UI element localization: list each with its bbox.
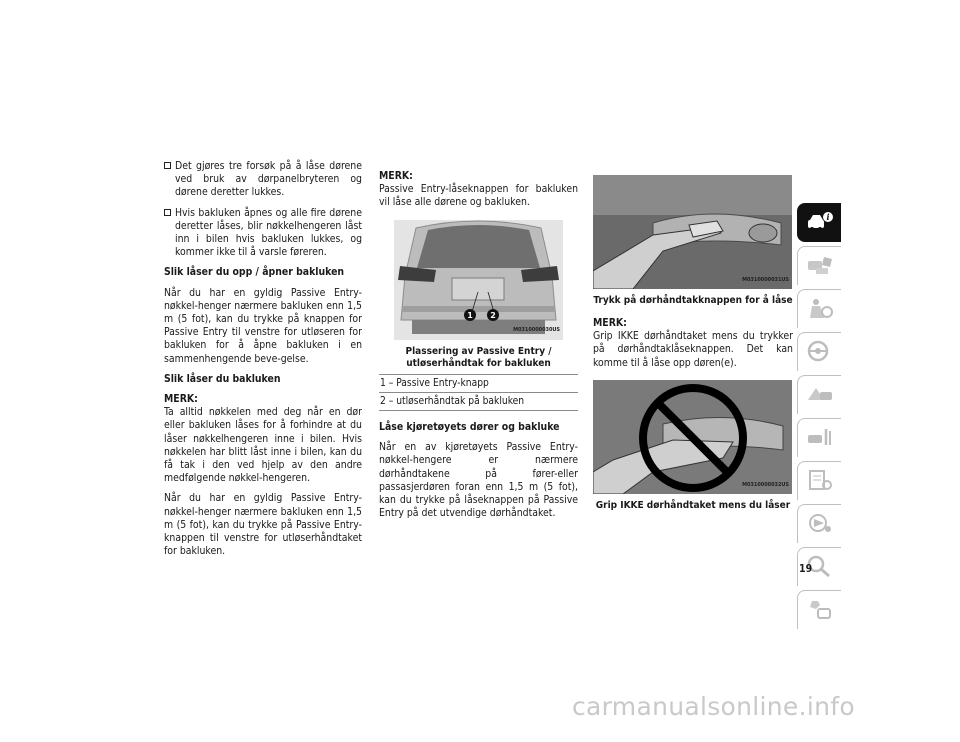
note-text: Grip IKKE dørhåndtaket mens du trykker på dørhåndtaklåseknappen. Det kan komme til å låse opp døren(e). xyxy=(593,330,793,369)
service-icon xyxy=(806,425,834,449)
vehicle-info-icon xyxy=(806,210,834,234)
multimedia-icon xyxy=(806,511,834,535)
checkbox-bullet-icon xyxy=(164,162,171,169)
liftgate-figure xyxy=(394,220,563,340)
note-text: Passive Entry-låseknappen for bakluken vil låse alle dørene og bakluken. xyxy=(379,183,578,209)
bullet-item: Hvis bakluken åpnes og alle fire dørene deretter låses, blir nøkkelhengeren låst inn i bilen hvis bakluken lukkes, og kommer ikke til å varsle føreren. xyxy=(164,207,362,260)
note-label: MERK: xyxy=(593,317,627,329)
languages-icon xyxy=(806,597,834,621)
svg-text:1: 1 xyxy=(467,310,473,320)
page-number: 19 xyxy=(799,563,813,575)
note-label: MERK: xyxy=(379,170,413,182)
note xyxy=(593,317,793,370)
paragraph: Når du har en gyldig Passive Entry-nøkkel-henger nærmere bakluken enn 1,5 m (5 fot), kan du trykke på Passive Entry-knappen til venstre for utløserhåndtaket for bakluken. xyxy=(164,492,362,558)
column-right xyxy=(593,175,793,516)
specifications-icon xyxy=(806,468,834,492)
tab-emergency[interactable] xyxy=(797,375,841,414)
paragraph: Når du har en gyldig Passive Entry-nøkkel-henger nærmere bakluken enn 1,5 m (5 fot), kan du trykke på knappen for Passive Entry til venstre for utløseren for bakluken for å åpne bakluken i en sammenhengende beve-gelse. xyxy=(164,286,362,365)
liftgate-illustration xyxy=(394,220,563,340)
tab-warning-lights[interactable] xyxy=(797,246,841,285)
paragraph: Når en av kjøretøyets Passive Entry-nøkkel-hengere er nærmere dørhåndtakene på fører-eller passasjerdøren foran enn 1,5 m (5 fot), kan du trykke på låseknappen på Passive Entry på det utvendige dørhåndtaket. xyxy=(379,441,578,520)
legend-item: 2 – utløserhåndtak på bakluken xyxy=(379,392,578,410)
figure-id: M0310000030US xyxy=(513,327,560,334)
figure-caption: Grip IKKE dørhåndtaket mens du låser xyxy=(595,499,791,511)
tab-specifications[interactable] xyxy=(797,461,841,500)
steering-wheel-icon xyxy=(806,339,834,363)
warning-lights-icon xyxy=(806,253,834,277)
bullet-item: Det gjøres tre forsøk på å låse dørene ved bruk av dørpanelbryteren og dørene deretter lukkes. xyxy=(164,160,362,200)
figure-caption: Trykk på dørhåndtakknappen for å låse xyxy=(593,295,793,306)
legend-item: 1 – Passive Entry-knapp xyxy=(379,374,578,392)
prohibited-grip-figure xyxy=(593,380,792,494)
emergency-icon xyxy=(806,382,834,406)
note-text: Ta alltid nøkkelen med deg når en dør eller bakluken låses for å forhindre at du låser nøkkelhengeren inne i bilen. Hvis nøkkelen har blitt låst inne i bilen, kan du få tak i den ved hjelp av den andre medfølgende nøkkel-hengeren. xyxy=(164,406,362,485)
door-handle-figure xyxy=(593,175,792,289)
section-heading: Slik låser du opp / åpner bakluken xyxy=(164,266,345,279)
tab-languages[interactable] xyxy=(797,590,841,629)
svg-text:i: i xyxy=(826,212,830,222)
tab-safety[interactable] xyxy=(797,289,841,328)
note-label: MERK: xyxy=(164,393,198,406)
safety-icon xyxy=(806,296,834,320)
column-middle xyxy=(379,170,578,527)
figure-id: M0310000032US xyxy=(742,481,789,488)
section-heading: Slik låser du bakluken xyxy=(164,372,281,385)
tab-steering[interactable] xyxy=(797,332,841,371)
tab-service[interactable] xyxy=(797,418,841,457)
do-not-grip-illustration xyxy=(593,380,792,494)
watermark-text: carmanualsonline.info xyxy=(572,692,855,721)
figure-caption: Plassering av Passive Entry / utløserhåndtak for bakluken xyxy=(405,345,552,369)
column-left xyxy=(164,160,362,565)
svg-text:2: 2 xyxy=(490,310,496,320)
callout-legend xyxy=(379,374,578,411)
tab-multimedia[interactable] xyxy=(797,504,841,543)
tab-vehicle-info[interactable] xyxy=(797,203,841,242)
checkbox-bullet-icon xyxy=(164,209,171,216)
door-handle-press-illustration xyxy=(593,175,792,289)
section-heading: Låse kjøretøyets dører og bakluke xyxy=(379,421,560,434)
note xyxy=(379,170,578,210)
figure-id: M0310000031US xyxy=(742,276,789,283)
note xyxy=(164,393,362,485)
